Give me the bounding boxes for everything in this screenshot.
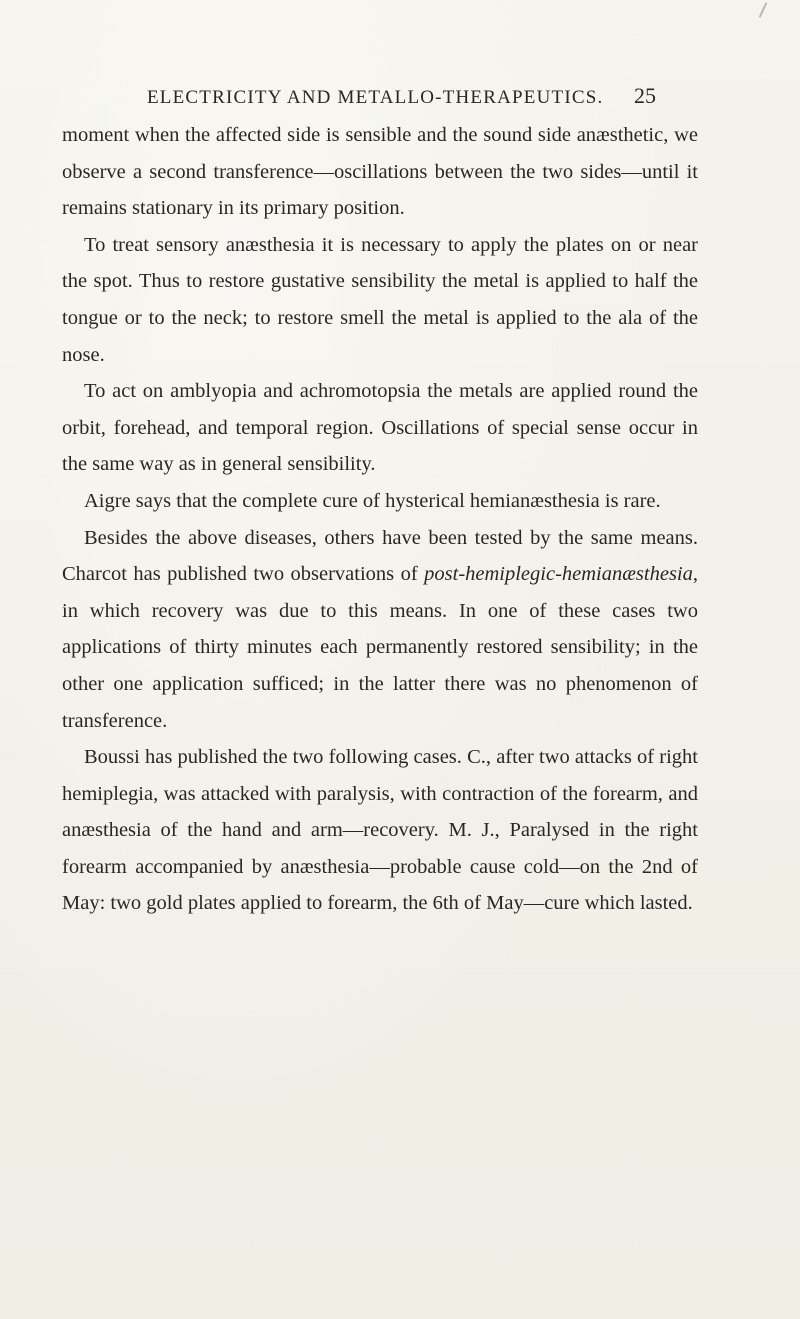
running-head: ELECTRICITY AND METALLO-THERAPEUTICS. xyxy=(147,87,604,108)
paragraph-2: To treat sensory anæsthesia it is necessary to apply the plates on or near the spot. Thus to restore gustative sensibility the metal is applied to half the tongue or to the neck; to restore smell the metal is applied to the ala of the nose. xyxy=(62,233,698,366)
page-number: 25 xyxy=(634,83,656,108)
corner-mark xyxy=(759,2,768,17)
body-text xyxy=(62,117,698,922)
paragraph-1: moment when the affected side is sensible and the sound side anæsthetic, we observe a second transference—oscillations between the two sides—until it remains stationary in its primary position. xyxy=(62,124,698,220)
paragraph-5-before: Besides the above diseases, others have been tested by the same means. Charcot has published two observations of xyxy=(62,526,698,586)
paragraph-5-italic: post-hemiplegic-hemianæsthesia xyxy=(424,563,693,586)
paragraph-6: Boussi has published the two following cases. C., after two attacks of right hemiplegia, was attacked with paralysis, with contraction of the forearm, and anæsthesia of the hand and arm—recovery. M. J., Paralysed in the right forearm accompanied by anæsthesia—probable cause cold—on the 2nd of May: two gold plates applied to forearm, the 6th of May—cure which lasted. xyxy=(62,746,698,915)
paragraph-4: Aigre says that the complete cure of hysterical hemianæsthesia is rare. xyxy=(84,489,661,512)
paragraph-5-after: , in which recovery was due to this means. In one of these cases two applications of thirty minutes each permanently restored sensibility; in the other one application sufficed; in the latter there was no phenomenon of transference. xyxy=(62,563,698,732)
paragraph-5 xyxy=(62,520,698,740)
paragraph-3: To act on amblyopia and achromotopsia the metals are applied round the orbit, forehead, and temporal region. Oscillations of special sense occur in the same way as in general sensibility. xyxy=(62,380,698,476)
page-header xyxy=(0,83,800,115)
